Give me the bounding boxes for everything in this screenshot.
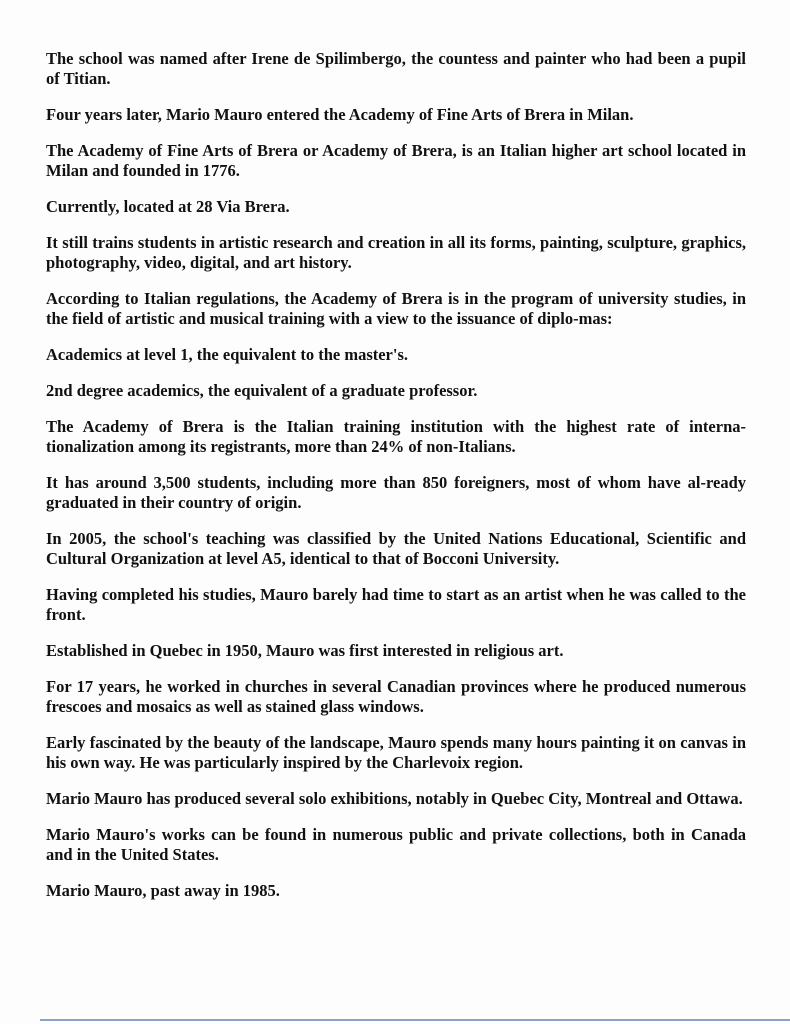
paragraph-10: It has around 3,500 students, including more than 850 foreigners, most of whom have al-ready graduated in their country of origin. [46,473,746,512]
document-body [46,49,746,917]
paragraph-5: It still trains students in artistic research and creation in all its forms, painting, sculpture, graphics, photography, video, digital, and art history. [46,233,746,272]
paragraph-6: According to Italian regulations, the Academy of Brera is in the program of university studies, in the field of artistic and musical training with a view to the issuance of diplo-mas: [46,289,746,328]
paragraph-4: Currently, located at 28 Via Brera. [46,197,290,216]
paragraph-11: In 2005, the school's teaching was classified by the United Nations Educational, Scientific and Cultural Organization at level A5, identical to that of Bocconi University. [46,529,746,568]
paragraph-2: Four years later, Mario Mauro entered the Academy of Fine Arts of Brera in Milan. [46,105,634,124]
paragraph-18: Mario Mauro, past away in 1985. [46,881,280,900]
paragraph-1: The school was named after Irene de Spilimbergo, the countess and painter who had been a pupil of Titian. [46,49,746,88]
paragraph-16: Mario Mauro has produced several solo exhibitions, notably in Quebec City, Montreal and Ottawa. [46,789,743,808]
paragraph-3: The Academy of Fine Arts of Brera or Academy of Brera, is an Italian higher art school located in Milan and founded in 1776. [46,141,746,180]
paragraph-8: 2nd degree academics, the equivalent of a graduate professor. [46,381,478,400]
paragraph-14: For 17 years, he worked in churches in several Canadian provinces where he produced numerous frescoes and mosaics as well as stained glass windows. [46,677,746,716]
bottom-rule [40,1019,790,1021]
paragraph-17: Mario Mauro's works can be found in numerous public and private collections, both in Canada and in the United States. [46,825,746,864]
paragraph-9: The Academy of Brera is the Italian training institution with the highest rate of interna-tionalization among its registrants, more than 24% of non-Italians. [46,417,746,456]
paragraph-13: Established in Quebec in 1950, Mauro was first interested in religious art. [46,641,564,660]
paragraph-7: Academics at level 1, the equivalent to the master's. [46,345,409,364]
paragraph-15: Early fascinated by the beauty of the landscape, Mauro spends many hours painting it on canvas in his own way. He was particularly inspired by the Charlevoix region. [46,733,746,772]
paragraph-12: Having completed his studies, Mauro barely had time to start as an artist when he was called to the front. [46,585,746,624]
